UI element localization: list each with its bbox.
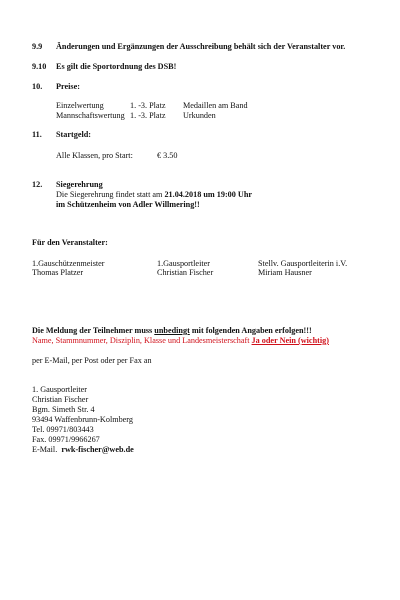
section-9-9-number: 9.9 [32,42,43,51]
contact-fax: Fax. 09971/9966267 [32,435,100,444]
ceremony-line [56,190,252,200]
contact-email-line [32,445,134,455]
organizer-role: Stellv. Gausportleiterin i.V. [258,259,348,268]
section-10-title: Preise: [56,82,80,91]
prize-row-prize: Urkunden [183,111,216,120]
organizer-role: 1.Gausportleiter [157,259,210,268]
prize-row-type: Mannschaftswertung [56,111,125,120]
contact-email[interactable]: rwk-fischer@web.de [61,445,134,454]
required-fields-emphasis: Ja oder Nein (wichtig) [251,336,329,345]
section-9-9-text: Änderungen und Ergänzungen der Ausschreibung behält sich der Veranstalter vor. [56,42,346,51]
notice-emphasis: unbedingt [154,326,190,335]
contact-street: Bgm. Simeth Str. 4 [32,405,95,414]
ceremony-text: Die Siegerehrung findet statt am [56,190,165,199]
notice-text: Die Meldung der Teilnehmer muss [32,326,155,335]
prize-row-place: 1. -3. Platz [130,111,166,120]
prize-row-place: 1. -3. Platz [130,101,166,110]
contact-email-label: E-Mail. [32,445,58,454]
contact-city: 93494 Waffenbrunn-Kolmberg [32,415,133,424]
organizer-name: Miriam Hausner [258,268,312,277]
section-9-10-number: 9.10 [32,62,47,71]
section-10-number: 10. [32,82,43,91]
required-fields [32,336,329,346]
ceremony-location: im Schützenheim von Adler Willmering!! [56,200,200,209]
contact-tel: Tel. 09971/803443 [32,425,94,434]
submission-methods: per E-Mail, per Post oder per Fax an [32,356,152,365]
section-12-number: 12. [32,180,43,189]
organizer-name: Thomas Platzer [32,268,84,277]
organizer-heading: Für den Veranstalter: [32,238,108,247]
required-fields-text: Name, Stammnummer, Disziplin, Klasse und Landesmeisterschaft [32,336,252,345]
contact-name: Christian Fischer [32,395,89,404]
prize-row-prize: Medaillen am Band [183,101,248,110]
contact-role: 1. Gausportleiter [32,385,88,394]
section-9-10-text: Es gilt die Sportordnung des DSB! [56,62,177,71]
organizer-name: Christian Fischer [157,268,214,277]
notice-text-end: mit folgenden Angaben erfolgen!!! [189,326,312,335]
section-11-title: Startgeld: [56,130,92,139]
organizer-role: 1.Gauschützenmeister [32,259,105,268]
ceremony-date: 21.04.2018 um 19:00 Uhr [164,190,253,199]
registration-notice [32,326,312,336]
fee-amount: € 3.50 [157,151,178,160]
prize-row-type: Einzelwertung [56,101,104,110]
section-12-title: Siegerehrung [56,180,103,189]
section-11-number: 11. [32,130,42,139]
fee-label: Alle Klassen, pro Start: [56,151,133,160]
